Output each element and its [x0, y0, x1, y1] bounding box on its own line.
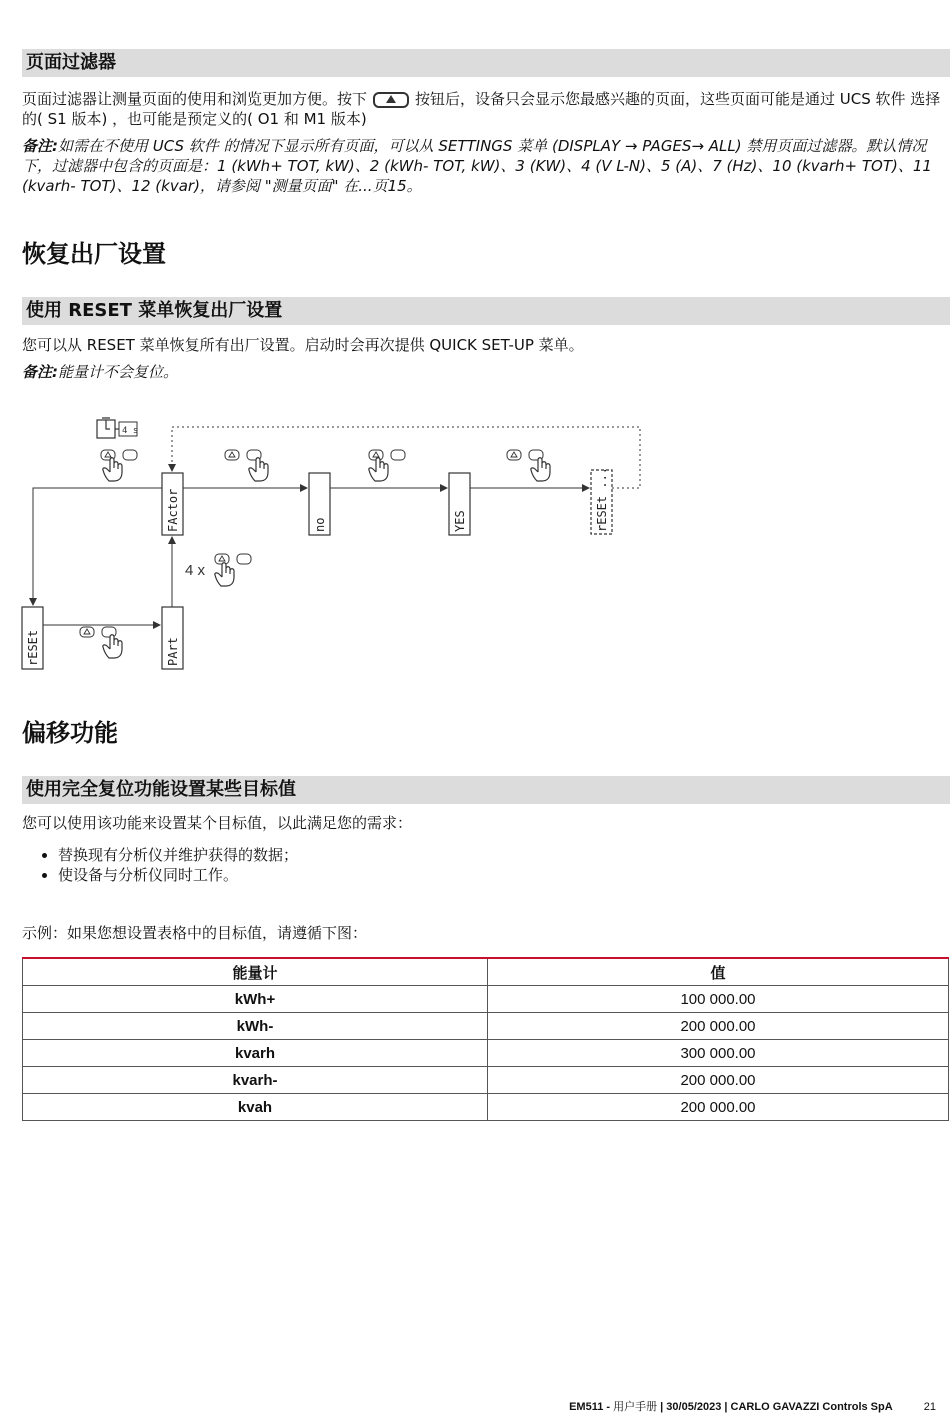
offset-paragraph: 您可以使用该功能来设置某个目标值，以此满足您的需求： — [22, 814, 413, 832]
reset-note — [22, 362, 942, 382]
display-no — [309, 473, 330, 535]
section-title-offset: 使用完全复位功能设置某些目标值 — [22, 776, 950, 804]
up-button-icon — [373, 92, 409, 108]
page-number: 21 — [923, 1401, 936, 1413]
page-filter-text-before: 页面过滤器让测量页面的使用和浏览更加方便。按下 — [22, 90, 368, 108]
note-text: 如需在不使用 UCS 软件 的情况下显示所有页面，可以从 SETTINGS 菜单 (DISPLAY → PAGES→ ALL) 禁用页面过滤器。默认情况下，过滤器中包含的页面是：1 (kWh+ TOT, kW)、2 (kWh- TOT, kW)、3 (KW)、4 (V L-N)、5 (A)、7 (Hz)、10 (kvarh+ TOT)、11 (kvarh- TOT)、12 (kvar)，请参阅 "测量页面" 在...页15。 — [22, 137, 932, 195]
svg-text:YES: YES — [453, 510, 467, 532]
svg-text:FActor: FActor — [166, 488, 180, 532]
value-cell: 200 000.00 — [488, 1013, 949, 1040]
meter-cell: kvarh- — [23, 1067, 488, 1094]
timer-icon — [97, 418, 138, 438]
display-factor — [162, 473, 183, 535]
example-paragraph: 示例：如果您想设置表格中的目标值，请遵循下图： — [22, 924, 368, 942]
button-press-2-icon — [225, 450, 268, 481]
reset-flow-diagram — [0, 405, 950, 680]
meter-cell: kWh+ — [23, 986, 488, 1013]
display-reset-blink — [591, 467, 612, 534]
meter-cell: kWh- — [23, 1013, 488, 1040]
page-filter-note — [22, 136, 942, 196]
value-cell: 300 000.00 — [488, 1040, 949, 1067]
repeat-label: 4 x — [185, 562, 206, 579]
meter-cell: kvah — [23, 1094, 488, 1121]
value-cell: 200 000.00 — [488, 1094, 949, 1121]
column-header-meter: 能量计 — [23, 958, 488, 986]
button-press-6-icon — [80, 627, 122, 658]
display-reset — [22, 607, 43, 669]
note-label: 备注: — [22, 363, 58, 381]
footer-manual: 用户手册 — [613, 1401, 658, 1413]
svg-text:PArt: PArt — [166, 637, 180, 666]
value-cell: 100 000.00 — [488, 986, 949, 1013]
note-text: 能量计不会复位。 — [58, 363, 179, 381]
table-header-row — [23, 958, 949, 986]
button-press-3-icon — [369, 450, 405, 481]
reset-paragraph: 您可以从 RESET 菜单恢复所有出厂设置。启动时会再次提供 QUICK SET-UP 菜单。 — [22, 336, 584, 354]
column-header-value: 值 — [488, 958, 949, 986]
table-row — [23, 986, 949, 1013]
button-press-4-icon — [507, 450, 550, 481]
table-row — [23, 1067, 949, 1094]
svg-text:no: no — [313, 517, 327, 532]
page-filter-text-after: 按钮后，设备只会显示您最感兴趣的页面，这些页面可能是通过 UCS 软件 选择的( S1 版本) ，也可能是预定义的( O1 和 M1 版本) — [22, 90, 941, 128]
section-title-reset-menu: 使用 RESET 菜单恢复出厂设置 — [22, 297, 950, 325]
table-row — [23, 1094, 949, 1121]
value-cell: 200 000.00 — [488, 1067, 949, 1094]
table-row — [23, 1040, 949, 1067]
footer-doc: EM511 - — [569, 1401, 611, 1413]
button-press-5-icon — [215, 554, 251, 586]
offset-bullet-list — [22, 845, 298, 885]
display-part — [162, 607, 183, 669]
timer-label: 4 s — [122, 426, 139, 436]
svg-text:rESEt ...: rESEt ... — [595, 466, 609, 532]
heading-factory-reset: 恢复出厂设置 — [22, 240, 166, 268]
heading-offset: 偏移功能 — [22, 719, 118, 747]
page-footer — [569, 1398, 936, 1414]
list-item: • 替换现有分析仪并维护获得的数据； — [58, 845, 298, 865]
note-label: 备注: — [22, 137, 58, 155]
button-press-1-icon — [101, 450, 137, 481]
page-filter-paragraph — [22, 89, 942, 129]
table-row — [23, 1013, 949, 1040]
footer-info: | 30/05/2023 | CARLO GAVAZZI Controls SpA — [660, 1401, 893, 1413]
svg-text:rESEt: rESEt — [26, 629, 40, 666]
target-values-table — [22, 957, 949, 1121]
display-yes — [449, 473, 470, 535]
meter-cell: kvarh — [23, 1040, 488, 1067]
section-title-page-filter: 页面过滤器 — [22, 49, 950, 77]
list-item: • 使设备与分析仪同时工作。 — [58, 865, 298, 885]
